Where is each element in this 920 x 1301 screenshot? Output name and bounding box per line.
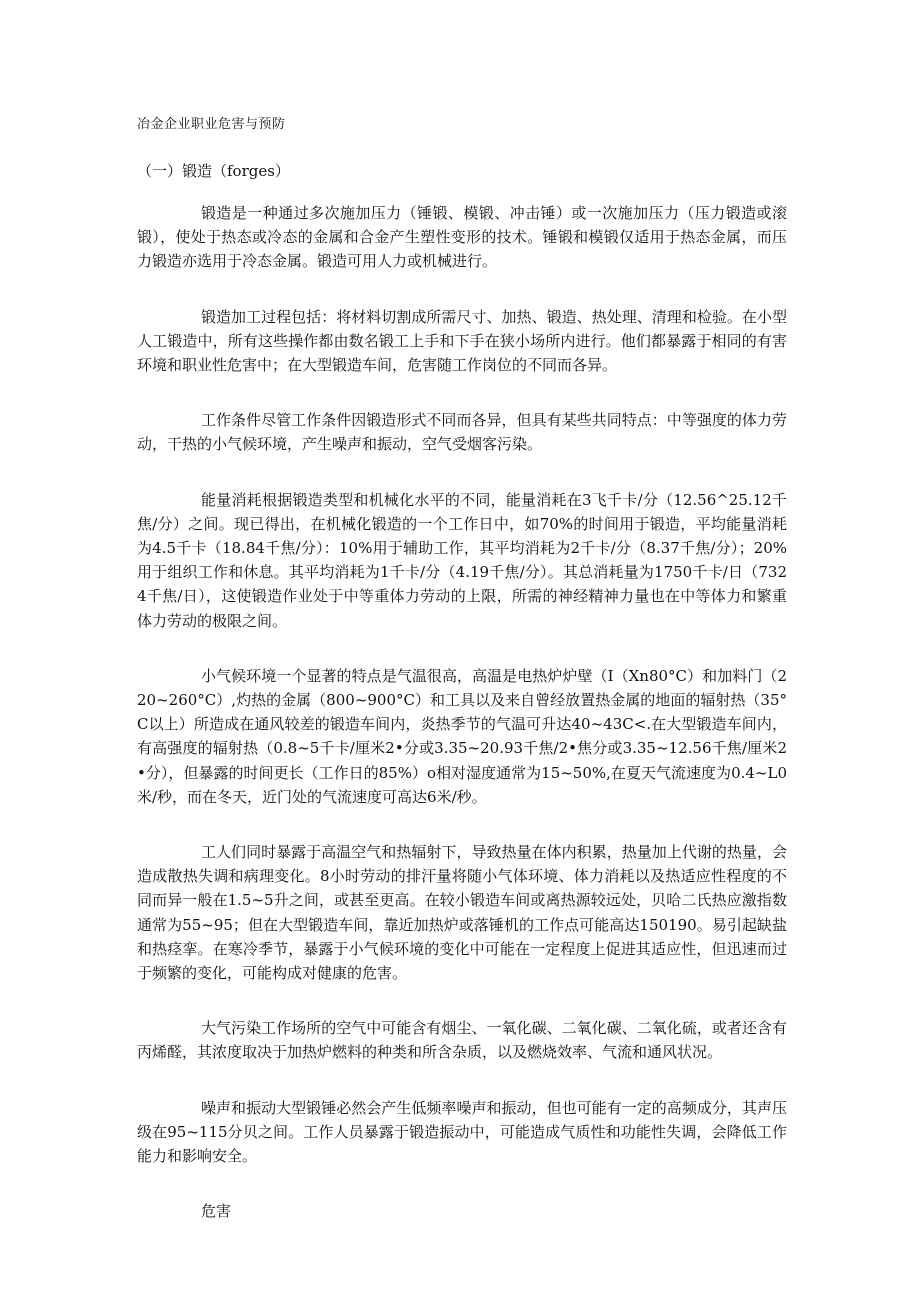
paragraph-noise-vibration: 噪声和振动大型锻锤必然会产生低频率噪声和振动，但也可能有一定的高频成分，其声压级在95~115分贝之间。工作人员暴露于锻造振动中，可能造成气质性和功能性失调，会降低工作能力和影响安全。 xyxy=(137,1098,787,1166)
document-title: 冶金企业职业危害与预防 xyxy=(137,117,286,132)
paragraph-heat-exposure: 工人们同时暴露于高温空气和热辐射下，导致热量在体内积累，热量加上代谢的热量，会造成散热失调和病理变化。8小时劳动的排汗量将随小气体环境、体力消耗以及热适应性程度的不同而异一般在1.5~5升之间，或甚至更高。在较小锻造车间或离热源较远处，贝哈二氏热应激指数通常为55~95；但在大型锻造车间，靠近加热炉或落锤机的工作点可能高达150190。易引起缺盐和热痉挛。在寒冷季节，暴露于小气候环境的变化中可能在一定程度上促进其适应性，但迅速而过于频繁的变化，可能构成对健康的危害。 xyxy=(137,843,787,983)
paragraph-forging-process: 锻造加工过程包括：将材料切割成所需尺寸、加热、锻造、热处理、清理和检验。在小型人工锻造中，所有这些操作都由数名锻工上手和下手在狭小场所内进行。他们都暴露于相同的有害环境和职业性危害中；在大型锻造车间，危害随工作岗位的不同而各异。 xyxy=(137,307,787,375)
paragraph-air-pollution: 大气污染工作场所的空气中可能含有烟尘、一氧化碳、二氧化碳、二氧化硫，或者还含有丙烯醛，其浓度取决于加热炉燃料的种类和所含杂质，以及燃烧效率、气流和通风状况。 xyxy=(137,1019,787,1062)
section-heading: （一）锻造（forges） xyxy=(137,162,290,180)
paragraph-forging-definition: 锻造是一种通过多次施加压力（锤锻、模锻、冲击锤）或一次施加压力（压力锻造或滚锻），使处于热态或冷态的金属和合金产生塑性变形的技术。锤锻和模锻仅适用于热态金属，而压力锻造亦选用于冷态金属。锻造可用人力或机械进行。 xyxy=(137,204,787,271)
paragraph-working-conditions: 工作条件尽管工作条件因锻造形式不同而各异，但具有某些共同特点：中等强度的体力劳动，干热的小气候环境，产生噪声和振动，空气受烟客污染。 xyxy=(137,411,787,454)
paragraph-hazards-heading: 危害 xyxy=(201,1202,232,1221)
paragraph-microclimate: 小气候环境一个显著的特点是气温很高，高温是电热炉炉壁（I（Xn80°C）和加料门（220~260°C）,灼热的金属（800~900°C）和工具以及来自曾经放置热金属的地面的辐射热（35°C以上）所造成在通风较差的锻造车间内，炎热季节的气温可升达40~43C<.在大型锻造车间内，有高强度的辐射热（0.8~5千卡/厘米2•分或3.35~20.93千焦/2•焦分或3.35~12.56千焦/厘米2•分），但暴露的时间更长（工作日的85%）o相对湿度通常为15~50%,在夏天气流速度为0.4~L0米/秒，而在冬天，近门处的气流速度可高达6米/秒。 xyxy=(137,666,787,806)
paragraph-energy-consumption: 能量消耗根据锻造类型和机械化水平的不同，能量消耗在3飞千卡/分（12.56^25.12千焦/分）之间。现已得出，在机械化锻造的一个工作日中，如70%的时间用于锻造，平均能量消耗为4.5千卡（18.84千焦/分）：10%用于辅助工作，其平均消耗为2千卡/分（8.37千焦/分）；20%用于组织工作和休息。其平均消耗为1千卡/分（4.19千焦/分）。其总消耗量为1750千卡/日（7324千焦/日），这使锻造作业处于中等重体力劳动的上限，所需的神经精神力量也在中等体力和繁重体力劳动的极限之间。 xyxy=(137,490,787,630)
document-body xyxy=(137,201,787,1224)
